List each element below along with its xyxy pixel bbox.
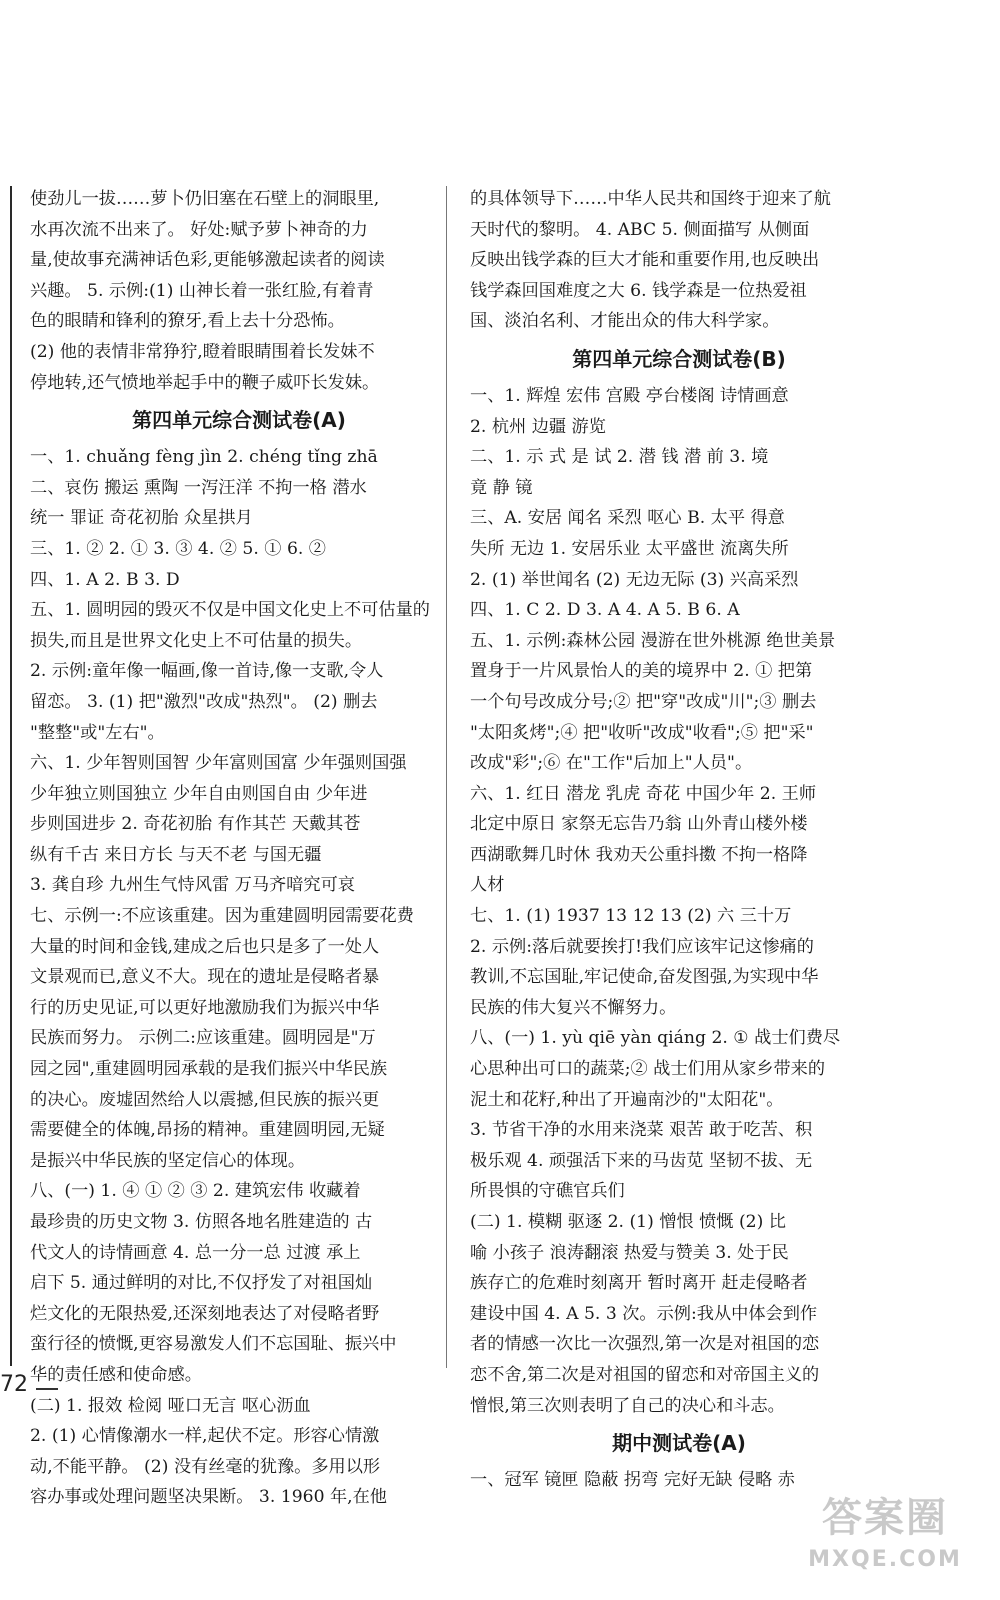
text-line: 反映出钱学森的巨大才能和重要作用,也反映出 [470,250,820,271]
text-line: 教训,不忘国耻,牢记使命,奋发图强,为实现中华 [470,967,819,988]
text-line: 建设中国 4. A 5. 3 次。示例:我从中体会到作 [470,1303,818,1324]
text-line: 三、A. 安居 闻名 采烈 呕心 B. 太平 得意 [470,508,785,529]
text-line: 二、1. 示 式 是 试 2. 潜 钱 潜 前 3. 境 [470,447,769,468]
watermark-sub: MXQE.COM [808,1547,962,1572]
text-line: 2. (1) 举世闻名 (2) 无边无际 (3) 兴高采烈 [470,569,799,590]
text-line: 北定中原日 家祭无忘告乃翁 山外青山楼外楼 [470,814,808,835]
text-line: 八、(一) 1. yù qiē yàn qiáng 2. ① 战士们费尽 [470,1028,841,1049]
text-line: 国、淡泊名利、才能出众的伟大科学家。 [470,311,780,332]
text-line: 容办事或处理问题坚决果断。 3. 1960 年,在他 [30,1487,387,1508]
text-line: (二) 1. 模糊 驱逐 2. (1) 憎恨 愤慨 (2) 比 [470,1212,786,1232]
text-line: 一、1. 辉煌 宏伟 宫殿 亭台楼阁 诗情画意 [470,385,789,406]
text-line: 水再次流不出来了。 好处:赋予萝卜神奇的力 [30,219,368,240]
text-line: "太阳炙烤";④ 把"收听"改成"收看";⑤ 把"采" [470,722,814,743]
text-line: 七、示例一:不应该重建。因为重建圆明园需要花费 [30,906,414,927]
text-line: 华的责任感和使命感。 [30,1364,202,1385]
text-line: 泥土和花籽,种出了开遍南沙的"太阳花"。 [470,1089,784,1110]
text-line: 八、(一) 1. ④ ① ② ③ 2. 建筑宏伟 收藏着 [30,1181,361,1202]
text-line: (二) 1. 报效 检阅 哑口无言 呕心沥血 [30,1395,311,1416]
text-line: 所畏惧的守礁官兵们 [470,1181,625,1202]
text-line: 四、1. A 2. B 3. D [30,569,180,590]
text-line: 统一 罪证 奇花初胎 众星拱月 [30,508,253,529]
text-line: 人材 [470,875,505,896]
text-line: 纵有千古 来日方长 与天不老 与国无疆 [30,844,322,865]
text-line: 心思种出可口的蔬菜;② 战士们用从家乡带来的 [470,1059,826,1080]
watermark-main: 答案圈 [822,1495,948,1541]
text-line: 量,使故事充满神话色彩,更能够激起读者的阅读 [30,250,385,271]
section-title-midterm-a: 期中测试卷(A) [612,1431,746,1456]
text-line: 留恋。 3. (1) 把"激烈"改成"热烈"。 (2) 删去 [30,691,378,712]
text-line: 民族的伟大复兴不懈努力。 [470,997,677,1018]
text-line: 二、哀伤 搬运 熏陶 一泻汪洋 不拘一格 潜水 [30,477,367,498]
left-margin-rule [10,186,12,1366]
text-line: 大量的时间和金钱,建成之后也只是多了一处人 [30,936,380,957]
right-column [470,184,888,1496]
text-line: 3. 龚自珍 九州生气恃风雷 万马齐喑究可哀 [30,875,355,896]
text-line: 最珍贵的历史文物 3. 仿照各地名胜建造的 古 [30,1212,373,1232]
text-line: 蛮行径的愤慨,更容易激发人们不忘国耻、振兴中 [30,1334,397,1355]
text-line: 喻 小孩子 浪涛翻滚 热爱与赞美 3. 处于民 [470,1242,789,1263]
text-line: 西湖歌舞几时休 我劝天公重抖擞 不拘一格降 [470,844,808,865]
text-line: 动,不能平静。 (2) 没有丝毫的犹豫。多用以形 [30,1456,381,1477]
text-line: 一、冠军 镜匣 隐蔽 拐弯 完好无缺 侵略 赤 [470,1470,795,1491]
text-line: 代文人的诗情画意 4. 总一分一总 过渡 承上 [30,1242,361,1263]
text-line: 三、1. ② 2. ① 3. ③ 4. ② 5. ① 6. ② [30,538,326,559]
text-line: 2. 示例:童年像一幅画,像一首诗,像一支歌,令人 [30,661,384,682]
text-line: 文景观而已,意义不大。现在的遗址是侵略者暴 [30,967,380,988]
text-line: 一、1. chuǎng fèng jìn 2. chéng tǐng zhā [30,447,378,468]
right-middle-block [470,381,888,1421]
text-line: 的决心。废墟固然给人以震撼,但民族的振兴更 [30,1089,380,1110]
text-line: 一个句号改成分号;② 把"穿"改成"川";③ 删去 [470,691,817,712]
text-line: "整整"或"左右"。 [30,722,165,743]
text-line: 损失,而且是世界文化史上不可估量的损失。 [30,630,363,651]
text-line: 七、1. (1) 1937 13 12 13 (2) 六 三十万 [470,906,792,927]
text-line: 是振兴中华民族的坚定信心的体现。 [30,1150,306,1171]
text-line: 憎恨,第三次则表明了自己的决心和斗志。 [470,1395,785,1416]
text-line: 极乐观 4. 顽强活下来的马齿苋 坚韧不拔、无 [470,1150,813,1171]
text-line: 六、1. 红日 潜龙 乳虎 奇花 中国少年 2. 王师 [470,783,817,804]
text-line: (2) 他的表情非常狰狞,瞪着眼睛围着长发妹不 [30,341,375,362]
text-line: 族存亡的危难时刻离开 暂时离开 赶走侵略者 [470,1273,808,1294]
text-line: 钱学森回国难度之大 6. 钱学森是一位热爱祖 [470,280,807,301]
text-line: 四、1. C 2. D 3. A 4. A 5. B 6. A [470,600,740,621]
text-line: 者的情感一次比一次强烈,第一次是对祖国的恋 [470,1334,820,1355]
text-line: 少年独立则国独立 少年自由则国自由 少年进 [30,783,368,804]
watermark-logo [800,1490,970,1585]
text-line: 失所 无边 1. 安居乐业 太平盛世 流离失所 [470,538,789,559]
text-line: 启下 5. 通过鲜明的对比,不仅抒发了对祖国灿 [30,1273,373,1294]
text-line: 五、1. 圆明园的毁灭不仅是中国文化史上不可估量的 [30,600,430,621]
text-line: 停地转,还气愤地举起手中的鞭子威吓长发妹。 [30,372,380,393]
text-line: 置身于一片风景怡人的美的境界中 2. ① 把第 [470,661,813,682]
text-line: 六、1. 少年智则国智 少年富则国富 少年强则国强 [30,753,407,774]
text-line: 五、1. 示例:森林公园 漫游在世外桃源 绝世美景 [470,630,836,651]
text-line: 使劲儿一拔……萝卜仍旧塞在石壁上的洞眼里, [30,189,380,209]
page-number-dash [36,1388,58,1390]
text-line: 色的眼睛和锋利的獠牙,看上去十分恐怖。 [30,311,345,332]
text-line: 园之园",重建圆明园承载的是我们振兴中华民族 [30,1059,388,1080]
text-line: 步则国进步 2. 奇花初胎 有作其芒 天戴其苍 [30,814,361,835]
section-title-unit4-b: 第四单元综合测试卷(B) [572,346,786,371]
section-title-unit4-a: 第四单元综合测试卷(A) [132,408,346,433]
left-column [30,184,448,1513]
left-bottom-block [30,442,448,1513]
left-top-block [30,184,448,398]
text-line: 的具体领导下……中华人民共和国终于迎来了航 [470,189,831,209]
text-line: 兴趣。 5. 示例:(1) 山神长着一张红脸,有着青 [30,280,374,301]
text-line: 恋不舍,第二次是对祖国的留恋和对帝国主义的 [470,1364,820,1385]
text-line: 烂文化的无限热爱,还深刻地表达了对侵略者野 [30,1303,380,1324]
text-line: 需要健全的体魄,昂扬的精神。重建圆明园,无疑 [30,1120,385,1141]
text-line: 3. 节省干净的水用来浇菜 艰苦 敢于吃苦、积 [470,1120,813,1141]
text-line: 2. 示例:落后就要挨打!我们应该牢记这惨痛的 [470,936,814,957]
text-line: 民族而努力。 示例二:应该重建。圆明园是"万 [30,1028,376,1049]
text-line: 改成"彩";⑥ 在"工作"后加上"人员"。 [470,753,753,774]
text-line: 行的历史见证,可以更好地激励我们为振兴中华 [30,997,380,1018]
page-number: 72 [0,1372,28,1397]
text-line: 天时代的黎明。 4. ABC 5. 侧面描写 从侧面 [470,219,810,240]
right-top-block [470,184,888,337]
text-line: 2. (1) 心情像潮水一样,起伏不定。形容心情激 [30,1426,380,1447]
text-line: 竟 静 镜 [470,477,533,498]
text-line: 2. 杭州 边疆 游览 [470,416,606,437]
